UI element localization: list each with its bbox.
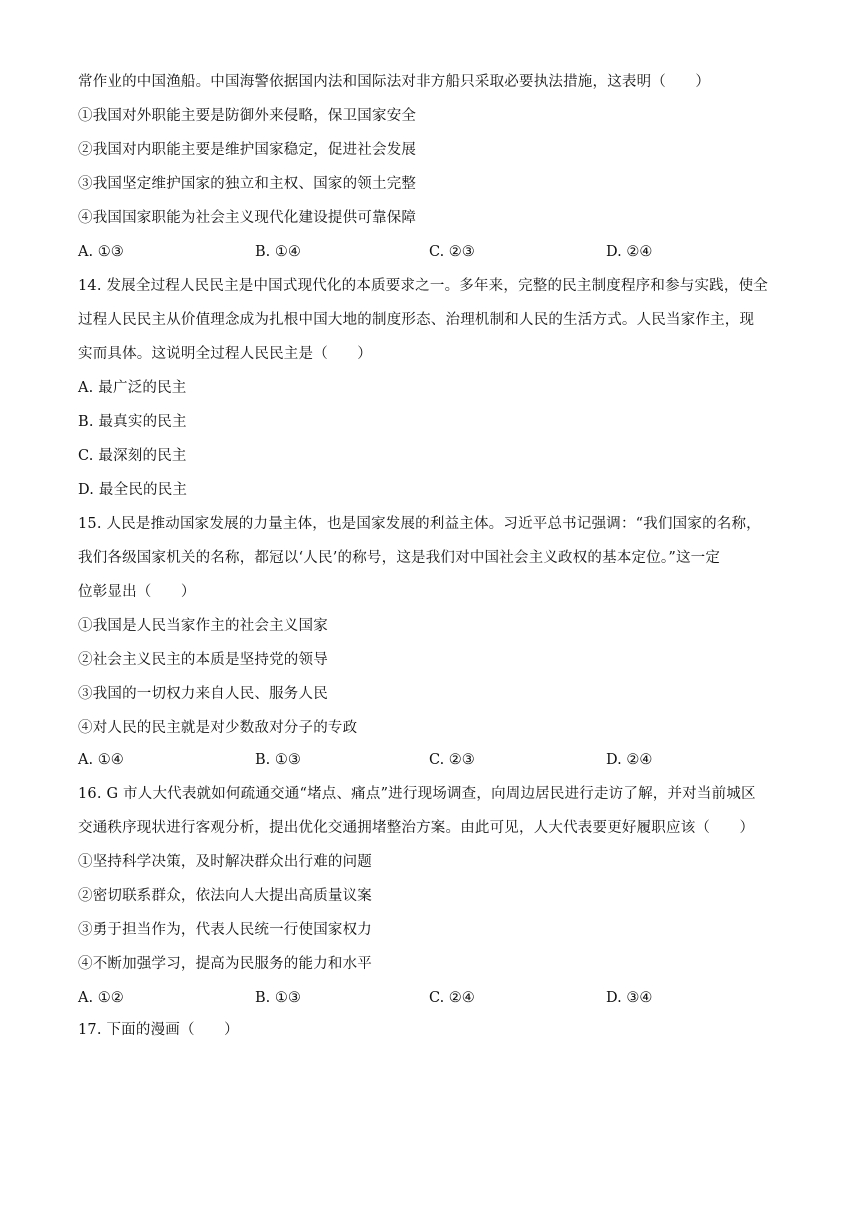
- q15-option-c[interactable]: C. ②③: [429, 752, 475, 768]
- q17-stem: 17. 下面的漫画（ ）: [78, 1022, 239, 1038]
- q16-option-a[interactable]: A. ①②: [78, 990, 124, 1006]
- q16-option-d[interactable]: D. ③④: [606, 990, 653, 1006]
- q15-options: [78, 750, 790, 770]
- q15-statement-1: ①我国是人民当家作主的社会主义国家: [78, 618, 328, 634]
- q14-stem-line-1: 14. 发展全过程人民民主是中国式现代化的本质要求之一。多年来，完整的民主制度程序和参与实践，使全: [78, 278, 768, 294]
- q16-stem-line-2: 交通秩序现状进行客观分析，提出优化交通拥堵整治方案。由此可见，人大代表要更好履职应该（ ）: [78, 820, 755, 836]
- q15-statement-4: ④对人民的民主就是对少数敌对分子的专政: [78, 720, 358, 736]
- q14-stem-line-2: 过程人民民主从价值理念成为扎根中国大地的制度形态、治理机制和人民的生活方式。人民当家作主，现: [78, 312, 755, 328]
- q14-stem-line-3: 实而具体。这说明全过程人民民主是（ ）: [78, 346, 372, 362]
- q13-statement-2: ②我国对内职能主要是维护国家稳定，促进社会发展: [78, 142, 417, 158]
- q14-option-c[interactable]: C. 最深刻的民主: [78, 448, 187, 464]
- q15-stem-line-1: 15. 人民是推动国家发展的力量主体，也是国家发展的利益主体。习近平总书记强调：“我们国家的名称，: [78, 516, 761, 532]
- q16-stem-line-1: 16. G 市人大代表就如何疏通交通“堵点、痛点”进行现场调查，向周边居民进行走访了解，并对当前城区: [78, 786, 756, 802]
- q15-statement-2: ②社会主义民主的本质是坚持党的领导: [78, 652, 328, 668]
- q15-option-d[interactable]: D. ②④: [606, 752, 653, 768]
- q13-option-c[interactable]: C. ②③: [429, 244, 475, 260]
- q14-option-d[interactable]: D. 最全民的民主: [78, 482, 188, 498]
- q13-option-d[interactable]: D. ②④: [606, 244, 653, 260]
- q16-option-b[interactable]: B. ①③: [255, 990, 301, 1006]
- q13-option-a[interactable]: A. ①③: [78, 244, 124, 260]
- q13-options: [78, 242, 790, 262]
- q13-statement-3: ③我国坚定维护国家的独立和主权、国家的领土完整: [78, 176, 417, 192]
- q16-options: [78, 988, 790, 1008]
- q16-statement-2: ②密切联系群众，依法向人大提出高质量议案: [78, 888, 372, 904]
- q15-option-a[interactable]: A. ①④: [78, 752, 124, 768]
- q13-stem-tail: 常作业的中国渔船。中国海警依据国内法和国际法对非方船只采取必要执法措施，这表明（ ）: [78, 74, 711, 90]
- q14-option-b[interactable]: B. 最真实的民主: [78, 414, 187, 430]
- q13-statement-1: ①我国对外职能主要是防御外来侵略，保卫国家安全: [78, 108, 417, 124]
- q16-statement-3: ③勇于担当作为，代表人民统一行使国家权力: [78, 922, 372, 938]
- q16-option-c[interactable]: C. ②④: [429, 990, 475, 1006]
- q14-option-a[interactable]: A. 最广泛的民主: [78, 380, 187, 396]
- q15-stem-line-3: 位彰显出（ ）: [78, 584, 196, 600]
- q13-statement-4: ④我国国家职能为社会主义现代化建设提供可靠保障: [78, 210, 417, 226]
- q13-option-b[interactable]: B. ①④: [255, 244, 301, 260]
- q16-statement-1: ①坚持科学决策，及时解决群众出行难的问题: [78, 854, 372, 870]
- q15-stem-line-2: 我们各级国家机关的名称，都冠以‘人民’的称号，这是我们对中国社会主义政权的基本定位。”这一定: [78, 550, 721, 566]
- q16-statement-4: ④不断加强学习，提高为民服务的能力和水平: [78, 956, 372, 972]
- q15-statement-3: ③我国的一切权力来自人民、服务人民: [78, 686, 328, 702]
- q15-option-b[interactable]: B. ①③: [255, 752, 301, 768]
